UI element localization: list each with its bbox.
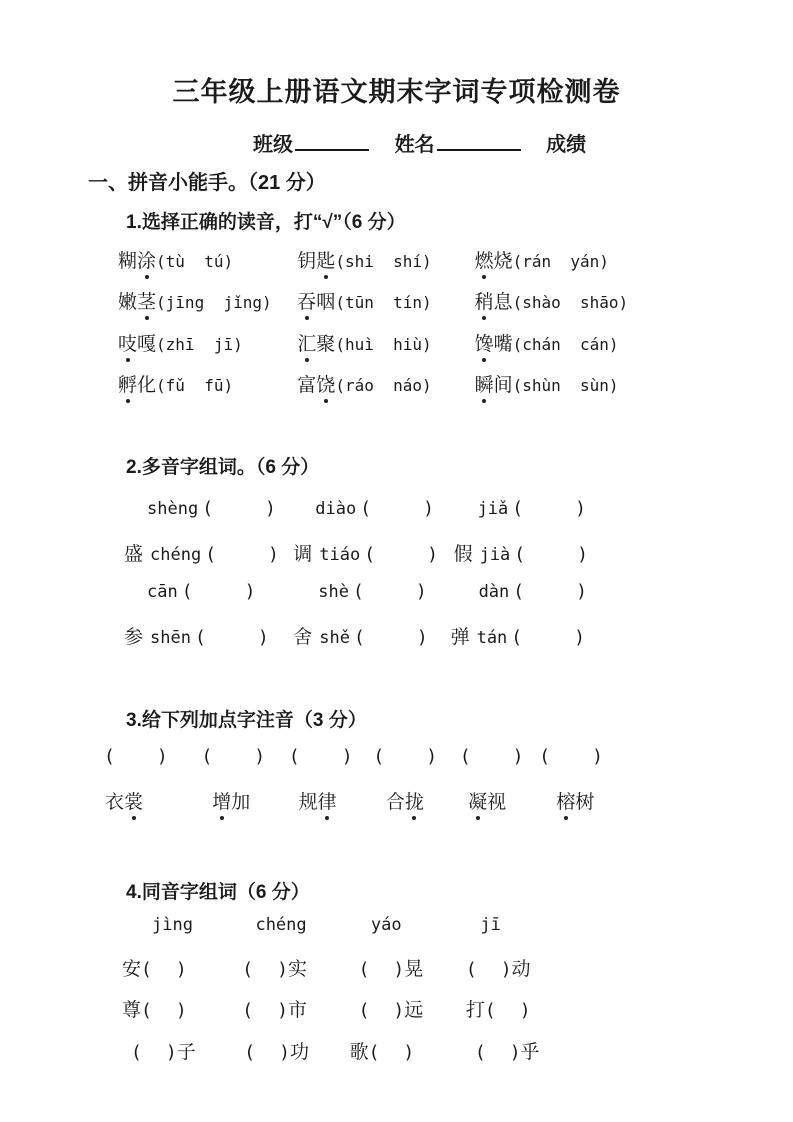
answer-slot: ( ) <box>368 1042 415 1063</box>
emphasized-char: 燃 <box>475 246 494 273</box>
pinyin-options: (shào shāo) <box>512 293 629 312</box>
polyphone-item: 假 jià ( ) <box>453 544 588 565</box>
student-info-line <box>253 128 586 157</box>
answer-slot: ( ) <box>242 1000 288 1021</box>
emphasized-char: 匙 <box>316 246 335 273</box>
polyphone-row <box>147 498 586 520</box>
emphasized-char: 汇 <box>297 329 316 356</box>
emphasized-char: 孵 <box>118 370 137 397</box>
answer-slot: ( ) <box>242 959 288 980</box>
homophone-item: ( )动 <box>465 959 531 980</box>
pinyin-options: (tūn tín) <box>335 293 432 312</box>
homophone-row <box>122 995 531 1022</box>
answer-slot: ( ) <box>181 581 256 602</box>
answer-slot: ( ) <box>141 1000 187 1021</box>
polyphone-item: 盛 chéng ( ) <box>124 544 279 565</box>
homophone-item: ( )乎 <box>474 1042 540 1063</box>
pinyin-options: (shi shí) <box>335 252 432 271</box>
class-blank-line <box>295 133 369 151</box>
answer-slot: ( ) <box>364 544 438 565</box>
answer-slot: ( ) <box>484 1000 531 1021</box>
homophone-item: ( )实 <box>242 959 307 980</box>
question4-title: 4.同音字组词（6 分） <box>126 882 310 903</box>
homophone-item: 安( ) <box>122 959 187 980</box>
pinyin-options: (jīng jǐng) <box>156 293 272 312</box>
polyphone-item: shè ( ) <box>318 581 427 602</box>
word-item: 燃烧(rán yán) <box>475 246 609 273</box>
answer-slot: ( ) <box>539 746 603 767</box>
word-item: 凝视 <box>468 787 551 814</box>
word-item: 糊涂(tù tú) <box>118 246 292 273</box>
answer-slot: ( ) <box>459 746 524 767</box>
polyphone-item: 舍 shě ( ) <box>293 627 428 648</box>
section1-heading: 一、拼音小能手。（21 分） <box>88 172 326 194</box>
pinyin-options: (zhī jī) <box>156 335 243 354</box>
question2-title: 2.多音字组词。（6 分） <box>126 457 320 478</box>
polyphone-row <box>147 581 587 603</box>
emphasized-char: 稍 <box>475 287 494 314</box>
emphasized-char: 榕 <box>556 787 575 814</box>
answer-slot: ( ) <box>205 544 279 565</box>
homophone-pinyin-header <box>152 915 501 935</box>
score-label: 成绩 <box>546 134 587 156</box>
emphasized-char: 吱 <box>118 329 137 356</box>
emphasized-char: 饶 <box>316 370 335 397</box>
name-label: 姓名 <box>394 134 435 156</box>
word-item: 吞咽(tūn tín) <box>297 287 469 314</box>
pinyin-options: (huì hiù) <box>335 335 432 354</box>
pinyin-options: (ráo náo) <box>335 376 432 395</box>
answer-slot: ( ) <box>194 627 269 648</box>
word-item: 吱嘎(zhī jī) <box>118 329 292 356</box>
polyphone-item: jiǎ ( ) <box>477 498 586 519</box>
answer-slot: ( ) <box>474 1042 521 1063</box>
answer-slot: ( ) <box>288 746 353 767</box>
word-item: 衣裳 <box>105 787 207 814</box>
answer-slot: ( ) <box>353 581 427 602</box>
question1-title: 1.选择正确的读音，打“√”（6 分） <box>126 212 406 233</box>
emphasized-char: 增 <box>212 787 231 814</box>
polyphone-item: 参 shēn ( ) <box>124 627 269 648</box>
emphasized-char: 瞬 <box>475 370 494 397</box>
word-item: 钥匙(shi shí) <box>297 246 469 273</box>
pinyin-label: jìng <box>152 915 193 935</box>
emphasized-char: 涂 <box>137 246 156 273</box>
answer-slot: ( ) <box>358 959 405 980</box>
class-label: 班级 <box>253 134 293 156</box>
answer-slot: ( ) <box>360 498 434 519</box>
pinyin-options: (shùn sùn) <box>512 376 619 395</box>
answer-slot: ( ) <box>513 581 587 602</box>
word-item: 嫩茎(jīng jǐng) <box>118 287 292 314</box>
pinyin-choice-row <box>118 287 628 314</box>
word-item: 稍息(shào shāo) <box>475 287 629 314</box>
answer-slot: ( ) <box>511 627 585 648</box>
emphasized-char: 茎 <box>137 287 156 314</box>
word-item: 馋嘴(chán cán) <box>475 329 619 356</box>
polyphone-row <box>124 539 588 566</box>
answer-slot: ( ) <box>373 746 438 767</box>
answer-slot: ( ) <box>244 1042 290 1063</box>
homophone-row <box>122 954 531 981</box>
word-item: 孵化(fǔ fū) <box>118 370 292 397</box>
answer-slot: ( ) <box>512 498 586 519</box>
homophone-item: 歌( ) <box>349 1042 415 1063</box>
answer-slot: ( ) <box>514 544 588 565</box>
answer-slot: ( ) <box>202 498 276 519</box>
exam-title: 三年级上册语文期末字词专项检测卷 <box>172 77 621 107</box>
word-item: 瞬间(shùn sùn) <box>475 370 619 397</box>
question3-title: 3.给下列加点字注音（3 分） <box>126 710 367 731</box>
answer-slot: ( ) <box>131 1042 177 1063</box>
answer-slot: ( ) <box>354 627 428 648</box>
homophone-row <box>131 1037 540 1064</box>
word-item: 规律 <box>299 787 381 814</box>
homophone-item: 打( ) <box>465 1000 531 1021</box>
polyphone-item: diào ( ) <box>315 498 434 519</box>
pinyin-choice-row <box>118 370 619 397</box>
pinyin-options: (chán cán) <box>512 335 619 354</box>
word-item: 合拢 <box>386 787 463 814</box>
polyphone-item: dàn ( ) <box>478 581 587 602</box>
answer-slot: ( ) <box>141 959 187 980</box>
emphasized-char: 凝 <box>468 787 487 814</box>
pinyin-options: (tù tú) <box>156 252 234 271</box>
polyphone-row <box>124 622 585 649</box>
answer-slot: ( ) <box>358 1000 405 1021</box>
answer-slot: ( ) <box>104 746 168 767</box>
answer-slot: ( ) <box>201 746 266 767</box>
polyphone-item: 调 tiáo ( ) <box>293 544 438 565</box>
homophone-item: ( )功 <box>244 1042 309 1063</box>
annotation-words-row <box>105 787 594 814</box>
name-blank-line <box>437 133 521 151</box>
answer-slot: ( ) <box>465 959 512 980</box>
emphasized-char: 拢 <box>405 787 424 814</box>
pinyin-label: chéng <box>255 915 307 935</box>
emphasized-char: 律 <box>318 787 337 814</box>
pinyin-options: (rán yán) <box>512 252 609 271</box>
annotation-slots-row <box>104 746 603 767</box>
homophone-item: ( )远 <box>358 1000 424 1021</box>
homophone-item: ( )晃 <box>358 959 424 980</box>
pinyin-choice-row <box>118 329 619 356</box>
emphasized-char: 吞 <box>297 287 316 314</box>
homophone-item: ( )市 <box>242 1000 307 1021</box>
polyphone-item: 弹 tán ( ) <box>450 627 585 648</box>
pinyin-choice-row <box>118 246 609 273</box>
homophone-item: ( )子 <box>131 1042 196 1063</box>
emphasized-char: 馋 <box>475 329 494 356</box>
word-item: 增加 <box>212 787 293 814</box>
homophone-item: 尊( ) <box>122 1000 187 1021</box>
word-item: 汇聚(huì hiù) <box>297 329 469 356</box>
word-item: 榕树 <box>556 787 594 814</box>
pinyin-options: (fǔ fū) <box>156 376 234 395</box>
polyphone-item: cān ( ) <box>147 581 256 602</box>
pinyin-label: jī <box>480 915 501 935</box>
polyphone-item: shèng ( ) <box>147 498 276 519</box>
word-item: 富饶(ráo náo) <box>297 370 469 397</box>
pinyin-label: yáo <box>370 915 402 935</box>
emphasized-char: 裳 <box>124 787 143 814</box>
